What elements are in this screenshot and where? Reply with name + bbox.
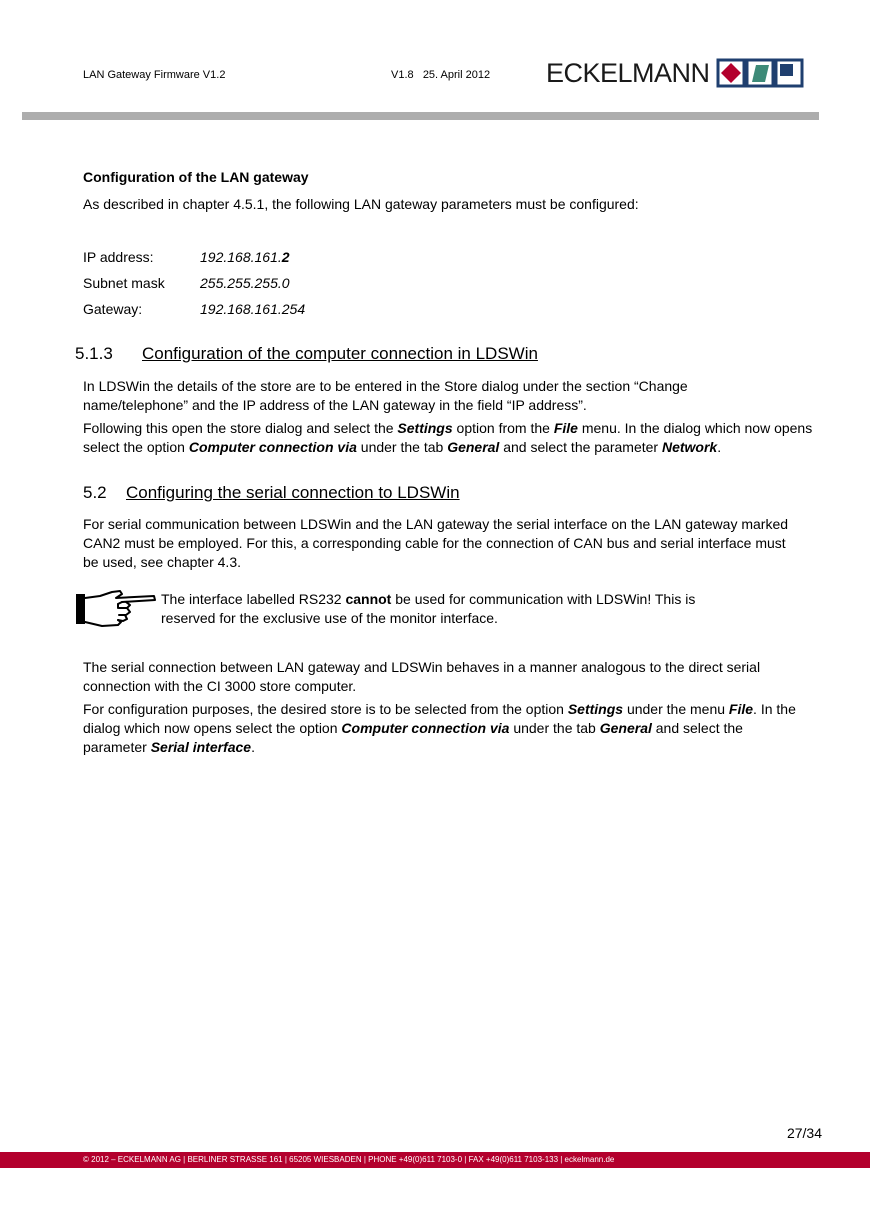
config-intro: As described in chapter 4.5.1, the following LAN gateway parameters must be configured: <box>83 196 639 212</box>
section-5-2-title: Configuring the serial connection to LDSWin <box>126 483 460 502</box>
param-value-subnet: 255.255.255.0 <box>200 275 290 291</box>
ip-suffix: 2 <box>281 249 290 265</box>
param-label-gateway: Gateway: <box>83 301 143 317</box>
section-5-1-3-paragraph-2: Following this open the store dialog and select the Settings option from the File menu. In the dialog which now opens select the option Computer connection via under the tab General and select the parameter Network. <box>83 420 813 455</box>
section-5-1-3-paragraph-1: In LDSWin the details of the store are to be entered in the Store dialog under the section “Change name/telephone” and the IP address of the LAN gateway in the field “IP address”. <box>83 378 688 413</box>
pointing-hand-icon <box>74 588 156 632</box>
eckelmann-logo <box>546 58 806 88</box>
section-5-2-paragraph-1: For serial communication between LDSWin and the LAN gateway the serial interface on the LAN gateway marked CAN2 must be employed. For this, a corresponding cable for the connection of CAN bus and serial interface must be used, see chapter 4.3. <box>83 516 789 570</box>
footer-bar <box>0 1152 870 1168</box>
document-version <box>391 69 490 81</box>
note-hand <box>74 588 156 637</box>
document-title: LAN Gateway Firmware V1.2 <box>83 69 226 81</box>
note-text: The interface labelled RS232 cannot be used for communication with LDSWin! This is reserved for the exclusive use of the monitor interface. <box>161 591 696 626</box>
page-number: 27/34 <box>786 1125 822 1141</box>
param-value-gateway: 192.168.161.254 <box>200 301 306 317</box>
header-rule <box>22 112 819 120</box>
ip-prefix: 192.168.161. <box>200 249 282 265</box>
param-label-subnet: Subnet mask <box>83 275 165 291</box>
section-5-1-3-number: 5.1.3 <box>75 344 113 363</box>
section-5-1-3-title: Configuration of the computer connection in LDSWin <box>142 344 538 363</box>
version-label: V1.8 <box>391 69 414 81</box>
document-date: 25. April 2012 <box>422 69 491 81</box>
logo-wordmark: ECKELMANN <box>546 57 710 88</box>
section-5-2-number: 5.2 <box>83 483 107 502</box>
logo-squares-icon <box>716 58 806 88</box>
config-heading: Configuration of the LAN gateway <box>83 169 309 185</box>
footer-text: © 2012 – ECKELMANN AG | BERLINER STRASSE 161 | 65205 WIESBADEN | PHONE +49(0)611 7103-0 | FAX +49(0)611 7103-133 | eckelmann.de <box>83 1155 615 1164</box>
param-label-ip: IP address: <box>83 249 154 265</box>
section-5-2-paragraph-3: For configuration purposes, the desired store is to be selected from the option Settings under the menu File. In the dialog which now opens select the option Computer connection via under the tab General and select the parameter Serial interface. <box>83 701 796 755</box>
section-5-2-paragraph-2: The serial connection between LAN gateway and LDSWin behaves in a manner analogous to the direct serial connection with the CI 3000 store computer. <box>83 659 761 694</box>
param-value-ip <box>200 249 290 265</box>
